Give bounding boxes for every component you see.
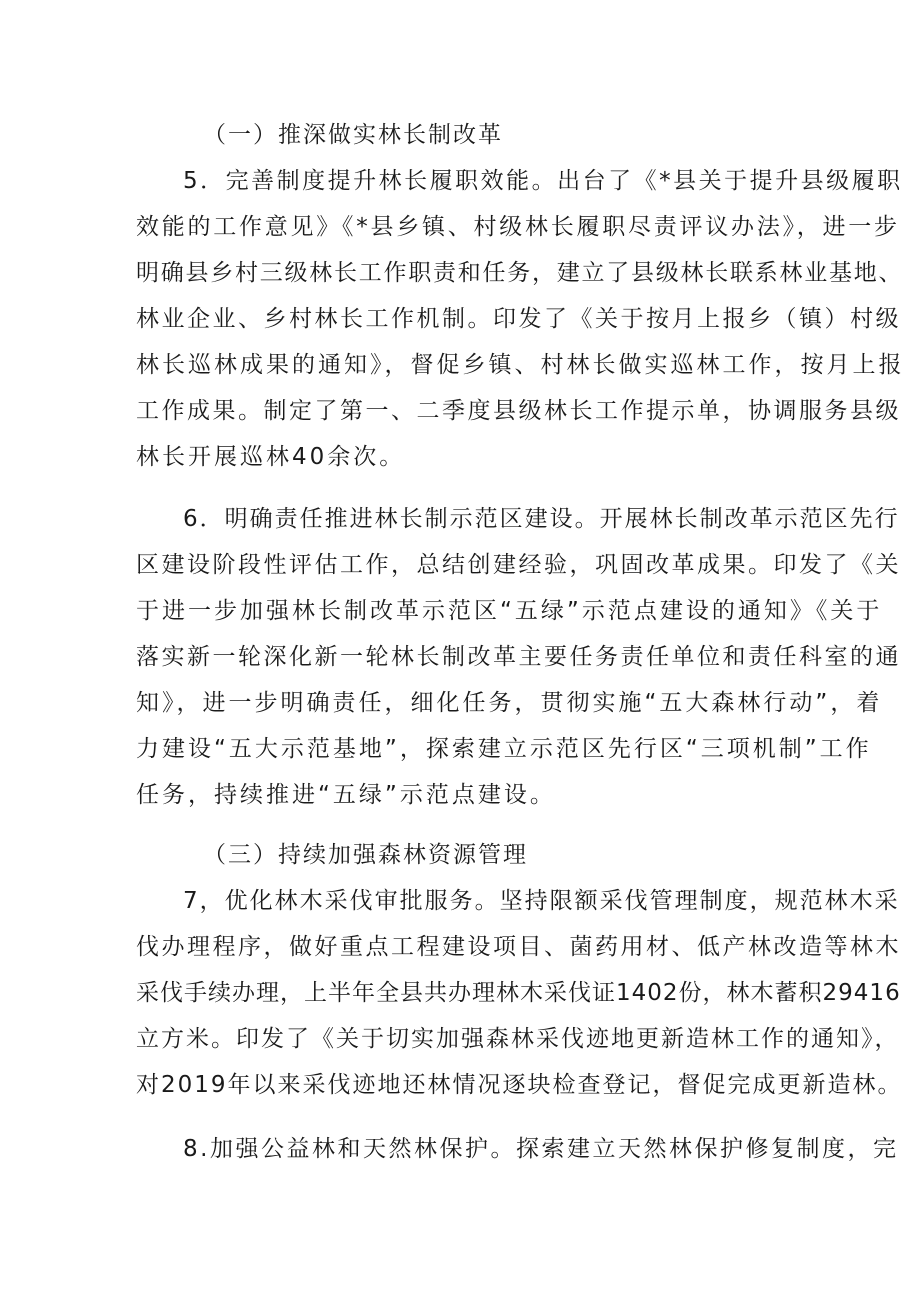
item-5-line-3: 明确县乡村三级林长工作职责和任务，建立了县级林长联系林业基地、	[136, 260, 904, 286]
item-7-line-1: 7，优化林木采伐审批服务。坚持限额采伐管理制度，规范林木采	[183, 888, 900, 914]
item-6-line-2: 区建设阶段性评估工作，总结创建经验，巩固改革成果。印发了《关	[136, 552, 901, 578]
item-6-line-1: 6．明确责任推进林长制示范区建设。开展林长制改革示范区先行	[183, 506, 900, 532]
item-5-line-4: 林业企业、乡村林长工作机制。印发了《关于按月上报乡（镇）村级	[136, 306, 901, 332]
item-7-line-2: 伐办理程序，做好重点工程建设项目、菌药用材、低产林改造等林木	[136, 934, 901, 960]
item-7-line-4: 立方米。印发了《关于切实加强森林采伐迹地更新造林工作的通知》，	[136, 1026, 900, 1052]
item-5-line-2: 效能的工作意见》《*县乡镇、村级林长履职尽责评议办法》，进一步	[136, 214, 900, 240]
item-5-line-5: 林长巡林成果的通知》，督促乡镇、村林长做实巡林工作，按月上报	[136, 352, 905, 378]
item-8-line-1: 8.加强公益林和天然林保护。探索建立天然林保护修复制度，完	[183, 1136, 899, 1162]
item-5-line-7: 林长开展巡林40余次。	[136, 444, 406, 470]
section-heading-reform: （一）推深做实林长制改革	[203, 122, 503, 148]
item-6-line-5: 知》，进一步明确责任，细化任务，贯彻实施“五大森林行动”，着	[136, 690, 883, 716]
section-heading-forest-resources: （三）持续加强森林资源管理	[203, 842, 528, 868]
item-6-line-4: 落实新一轮深化新一轮林长制改革主要任务责任单位和责任科室的通	[136, 644, 901, 670]
item-5-line-1: 5．完善制度提升林长履职效能。出台了《*县关于提升县级履职	[183, 168, 903, 194]
item-7-line-5: 对2019年以来采伐迹地还林情况逐块检查登记，督促完成更新造林。	[136, 1072, 903, 1098]
item-7-line-3: 采伐手续办理，上半年全县共办理林木采伐证1402份，林木蓄积29416	[136, 980, 901, 1006]
item-6-line-6: 力建设“五大示范基地”，探索建立示范区先行区“三项机制”工作	[136, 736, 872, 762]
item-6-line-7: 任务，持续推进“五绿”示范点建设。	[136, 782, 556, 808]
item-6-line-3: 于进一步加强林长制改革示范区“五绿”示范点建设的通知》《关于	[136, 598, 883, 624]
item-5-line-6: 工作成果。制定了第一、二季度县级林长工作提示单，协调服务县级	[136, 398, 901, 424]
